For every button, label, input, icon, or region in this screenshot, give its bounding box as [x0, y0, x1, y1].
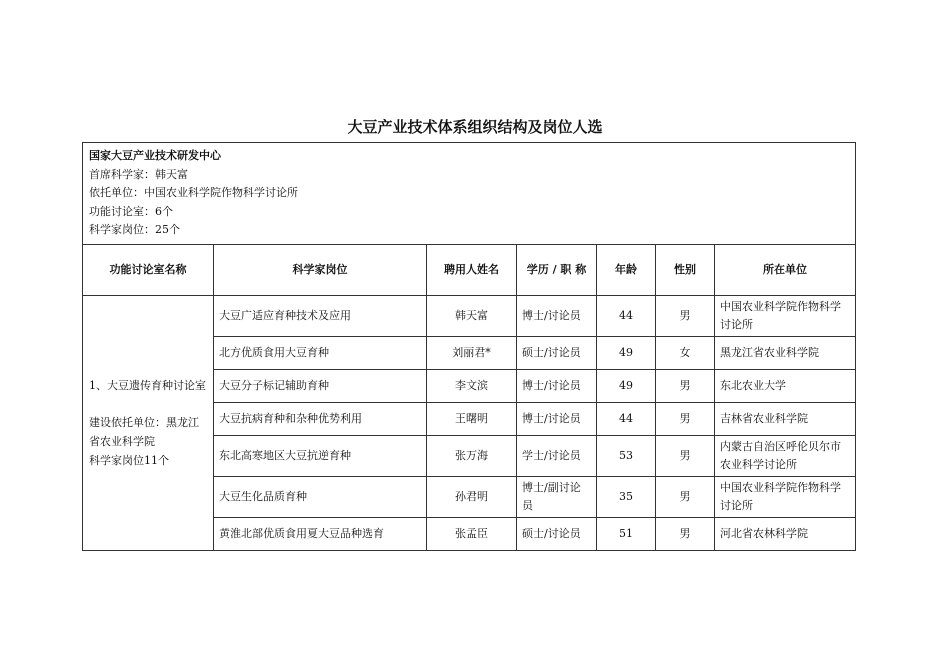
cell-sex: 男: [656, 295, 715, 336]
cell-name: 孙君明: [427, 476, 517, 517]
host-unit: 依托单位：中国农业科学院作物科学讨论所: [89, 186, 298, 199]
cell-name: 张孟臣: [427, 517, 517, 550]
lab-count: 功能讨论室：6个: [89, 204, 173, 218]
header-age: 年龄: [597, 244, 656, 295]
cell-sex: 男: [656, 435, 715, 476]
cell-age: 44: [597, 402, 656, 435]
cell-post: 大豆生化品质育种: [214, 476, 427, 517]
cell-unit: 内蒙古自治区呼伦贝尔市农业科学讨论所: [715, 435, 856, 476]
cell-degree: 博士/副讨论员: [517, 476, 597, 517]
cell-age: 49: [597, 369, 656, 402]
header-name: 聘用人姓名: [427, 244, 517, 295]
cell-sex: 男: [656, 476, 715, 517]
cell-degree: 博士/讨论员: [517, 369, 597, 402]
center-name: 国家大豆产业技术研发中心: [89, 149, 221, 162]
table-header: [83, 244, 856, 295]
chief-scientist: 首席科学家：韩天富: [89, 167, 188, 181]
cell-unit: 吉林省农业科学院: [715, 402, 856, 435]
cell-name: 张万海: [427, 435, 517, 476]
header-post: 科学家岗位: [214, 244, 427, 295]
cell-name: 韩天富: [427, 295, 517, 336]
post-count: 科学家岗位：25个: [89, 223, 180, 236]
org-table: [82, 142, 856, 551]
cell-post: 大豆分子标记辅助育种: [214, 369, 427, 402]
cell-post: 北方优质食用大豆育种: [214, 336, 427, 369]
cell-age: 44: [597, 295, 656, 336]
cell-sex: 男: [656, 517, 715, 550]
cell-sex: 女: [656, 336, 715, 369]
cell-degree: 博士/讨论员: [517, 295, 597, 336]
cell-degree: 学士/讨论员: [517, 435, 597, 476]
cell-age: 51: [597, 517, 656, 550]
cell-name: 李文滨: [427, 369, 517, 402]
cell-sex: 男: [656, 369, 715, 402]
cell-post: 黄淮北部优质食用夏大豆品种选育: [214, 517, 427, 550]
cell-unit: 河北省农林科学院: [715, 517, 856, 550]
cell-unit: 黑龙江省农业科学院: [715, 336, 856, 369]
document-title: 大豆产业技术体系组织结构及岗位人选: [347, 118, 603, 136]
lab-cell: [83, 295, 214, 550]
cell-degree: 硕士/讨论员: [517, 517, 597, 550]
header-sex: 性别: [656, 244, 715, 295]
cell-age: 35: [597, 476, 656, 517]
cell-degree: 博士/讨论员: [517, 402, 597, 435]
cell-name: 刘丽君*: [427, 336, 517, 369]
header-lab: 功能讨论室名称: [83, 244, 214, 295]
cell-sex: 男: [656, 402, 715, 435]
cell-post: 大豆抗病育种和杂种优势利用: [214, 402, 427, 435]
center-info: [83, 143, 856, 245]
cell-unit: 东北农业大学: [715, 369, 856, 402]
cell-age: 53: [597, 435, 656, 476]
header-degree: 学历 / 职 称: [517, 244, 597, 295]
table-row: [83, 295, 856, 336]
cell-name: 王曙明: [427, 402, 517, 435]
cell-age: 49: [597, 336, 656, 369]
cell-post: 大豆广适应育种技术及应用: [214, 295, 427, 336]
cell-post: 东北高寒地区大豆抗逆育种: [214, 435, 427, 476]
lab-name: 1、大豆遗传育种讨论室: [89, 378, 206, 392]
cell-degree: 硕士/讨论员: [517, 336, 597, 369]
lab-posts: 科学家岗位11个: [89, 453, 169, 467]
cell-unit: 中国农业科学院作物科学讨论所: [715, 476, 856, 517]
cell-unit: 中国农业科学院作物科学讨论所: [715, 295, 856, 336]
lab-host: 建设依托单位：黑龙江省农业科学院: [89, 415, 199, 448]
header-unit: 所在单位: [715, 244, 856, 295]
